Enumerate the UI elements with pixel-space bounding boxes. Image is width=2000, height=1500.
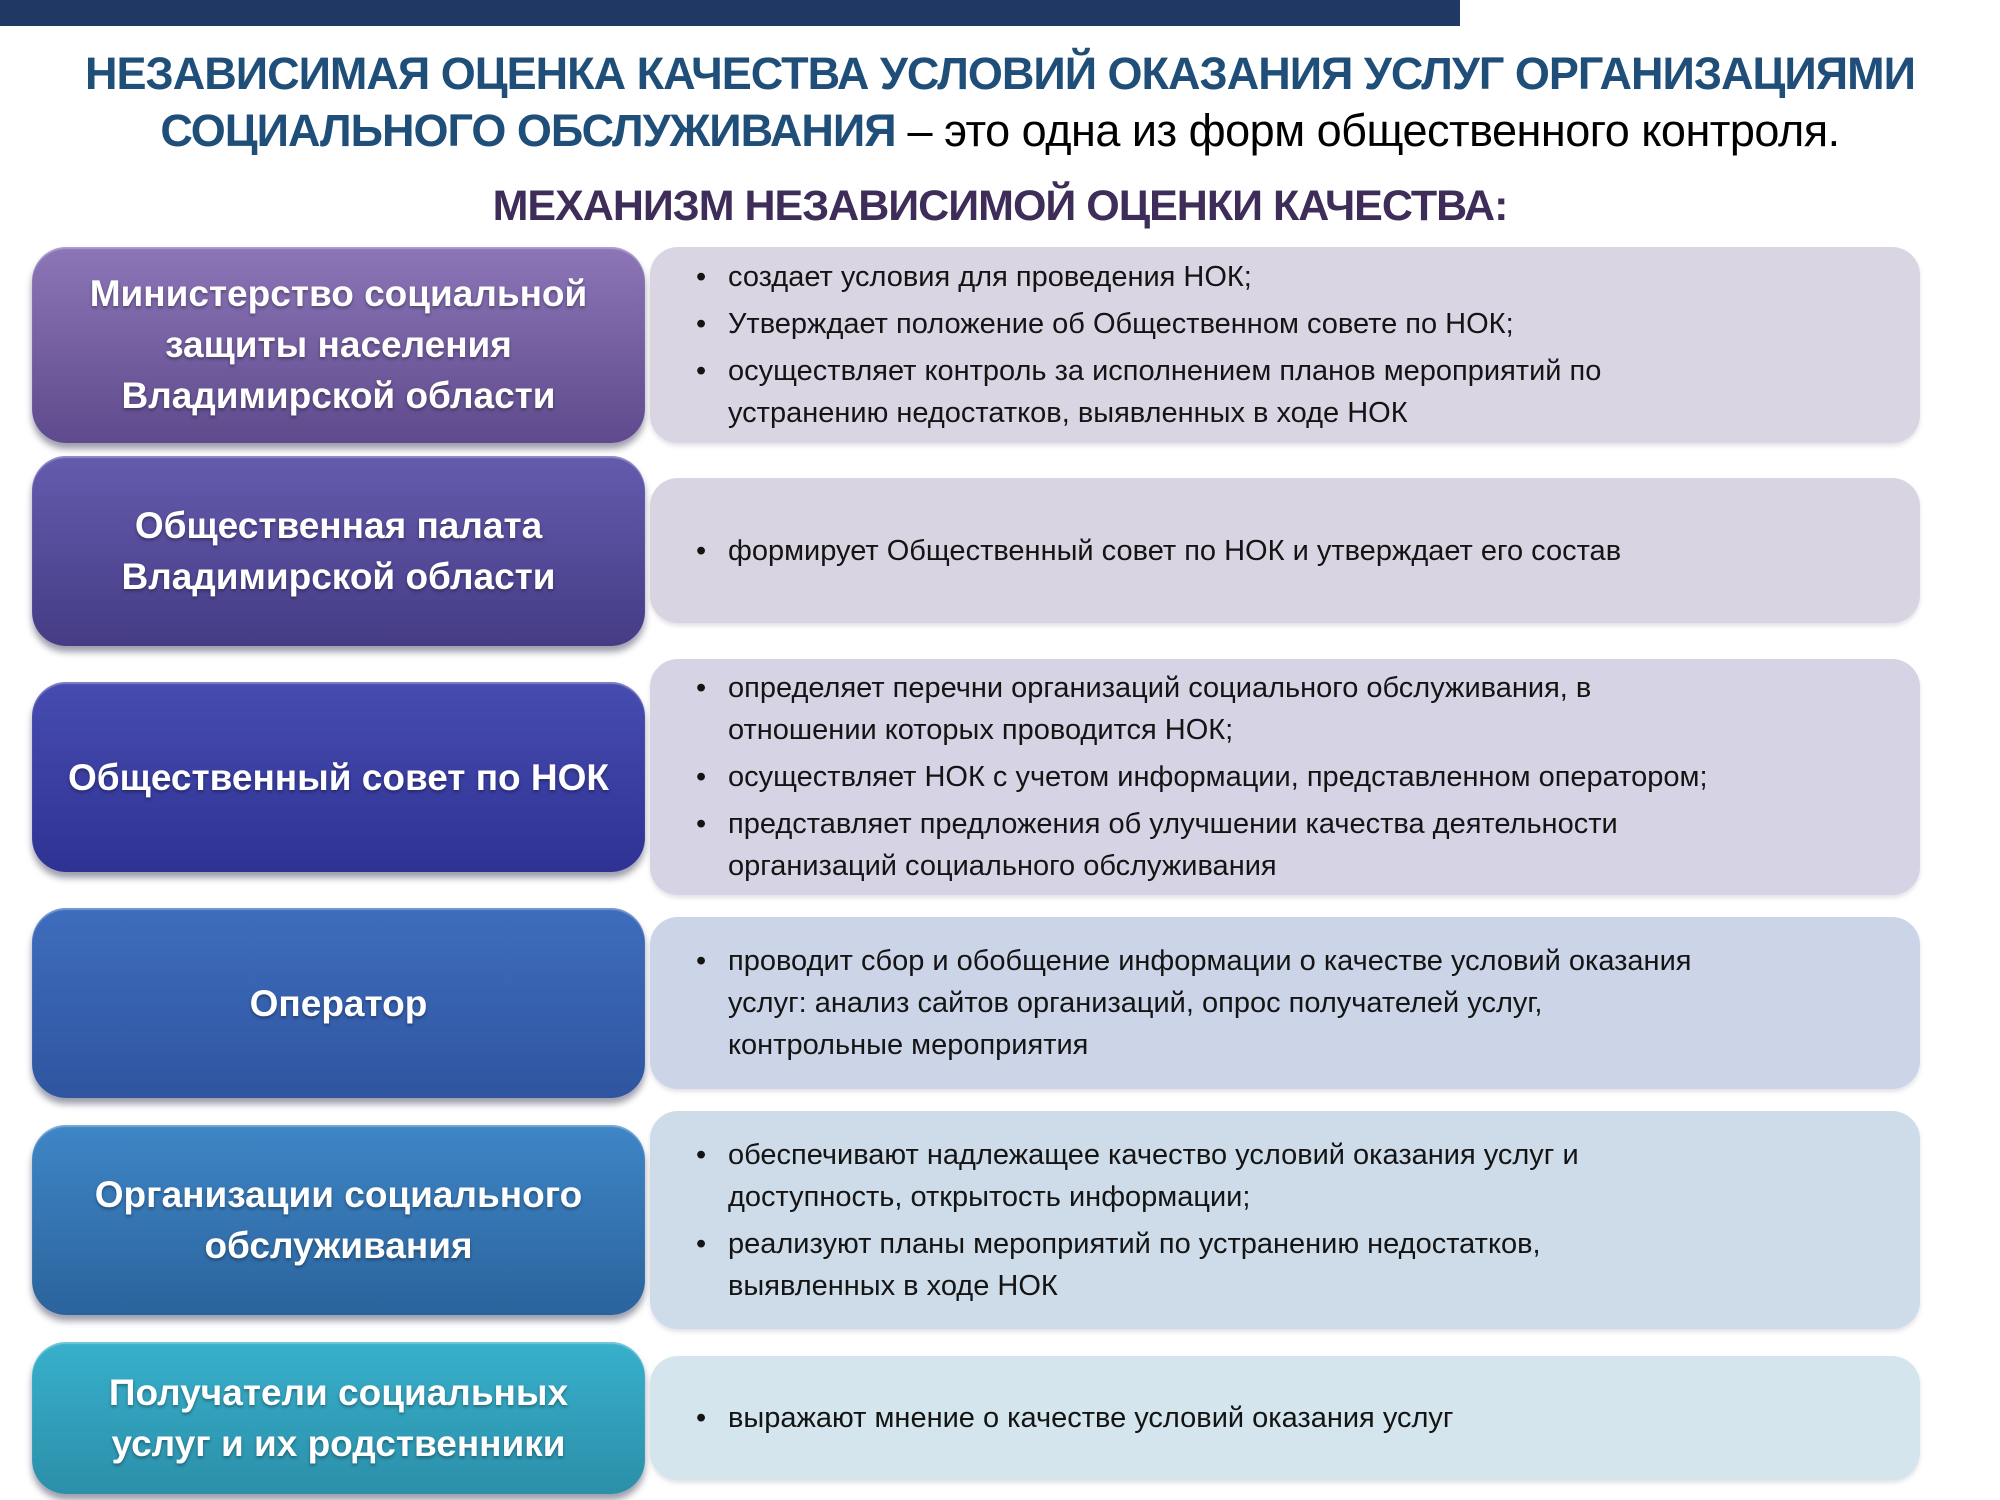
functions-panel-operator: [650, 917, 1920, 1089]
row-ministry: [32, 247, 1920, 443]
row-operator: [32, 908, 1920, 1098]
functions-panel-public-council: [650, 659, 1920, 895]
bullet-icon: •: [696, 671, 707, 704]
row-public-chamber: [32, 456, 1920, 646]
bullet-icon: •: [696, 945, 707, 978]
row-organizations: [32, 1111, 1920, 1329]
bullet-icon: •: [696, 354, 707, 387]
bullet-icon: •: [696, 1402, 707, 1435]
bullet-list: [696, 530, 1870, 572]
bullet-item: • осуществляет НОК с учетом информации, представленном оператором;: [696, 756, 1870, 798]
title-emphasis-text: НЕЗАВИСИМАЯ ОЦЕНКА КАЧЕСТВА УСЛОВИЙ ОКАЗАНИЯ УСЛУГ ОРГАНИЗАЦИЯМИ: [85, 48, 1915, 99]
actor-box-ministry: Министерство социальной защиты населения Владимирской области: [32, 247, 645, 443]
bullet-item: • Утверждает положение об Общественном совете по НОК;: [696, 303, 1870, 345]
bullet-list: [696, 940, 1870, 1066]
bullet-item: • обеспечивают надлежащее качество условий оказания услуг и доступность, открытость информации;: [696, 1134, 1870, 1218]
bullet-list: [696, 1134, 1870, 1307]
bullet-list: [696, 256, 1870, 434]
bullet-list: [696, 667, 1870, 887]
bullet-item: • реализуют планы мероприятий по устранению недостатков, выявленных в ходе НОК: [696, 1223, 1870, 1307]
bullet-list: [696, 1397, 1870, 1439]
functions-panel-recipients: [650, 1356, 1920, 1480]
actor-box-public-chamber: Общественная палата Владимирской области: [32, 456, 645, 646]
actor-box-public-council: Общественный совет по НОК: [32, 682, 645, 872]
title-plain-text: – это одна из форм общественного контроля.: [895, 104, 1840, 156]
bullet-icon: •: [696, 534, 707, 567]
row-public-council: [32, 659, 1920, 895]
bullet-item: • формирует Общественный совет по НОК и утверждает его состав: [696, 530, 1870, 572]
bullet-item: • создает условия для проведения НОК;: [696, 256, 1870, 298]
functions-panel-ministry: [650, 247, 1920, 443]
page-title: [0, 46, 2000, 159]
bullet-icon: •: [696, 1138, 707, 1171]
row-recipients: [32, 1342, 1920, 1494]
functions-panel-organizations: [650, 1111, 1920, 1329]
section-heading: МЕХАНИЗМ НЕЗАВИСИМОЙ ОЦЕНКИ КАЧЕСТВА:: [492, 182, 1508, 231]
bullet-icon: •: [696, 307, 707, 340]
functions-panel-public-chamber: [650, 478, 1920, 623]
bullet-icon: •: [696, 1227, 707, 1260]
mechanism-diagram: [0, 247, 2000, 1494]
title-emphasis-text: СОЦИАЛЬНОГО ОБСЛУЖИВАНИЯ: [160, 104, 896, 156]
bullet-item: • выражают мнение о качестве условий оказания услуг: [696, 1397, 1870, 1439]
bullet-icon: •: [696, 260, 707, 293]
actor-box-operator: Оператор: [32, 908, 645, 1098]
bullet-item: • осуществляет контроль за исполнением планов мероприятий по устранению недостатков, выявленных в ходе НОК: [696, 350, 1870, 434]
bullet-icon: •: [696, 761, 707, 794]
actor-box-recipients: Получатели социальных услуг и их родственники: [32, 1342, 645, 1494]
bullet-icon: •: [696, 808, 707, 841]
actor-box-organizations: Организации социального обслуживания: [32, 1125, 645, 1315]
page-title-line2: [0, 103, 2000, 160]
top-accent-bar: [0, 0, 1460, 26]
bullet-item: • определяет перечни организаций социального обслуживания, в отношении которых проводится НОК;: [696, 667, 1870, 751]
bullet-item: • проводит сбор и обобщение информации о качестве условий оказания услуг: анализ сайтов организаций, опрос получателей услуг, контрольные мероприятия: [696, 940, 1870, 1066]
bullet-item: • представляет предложения об улучшении качества деятельности организаций социального обслуживания: [696, 803, 1870, 887]
page-title-line1: [0, 46, 2000, 103]
